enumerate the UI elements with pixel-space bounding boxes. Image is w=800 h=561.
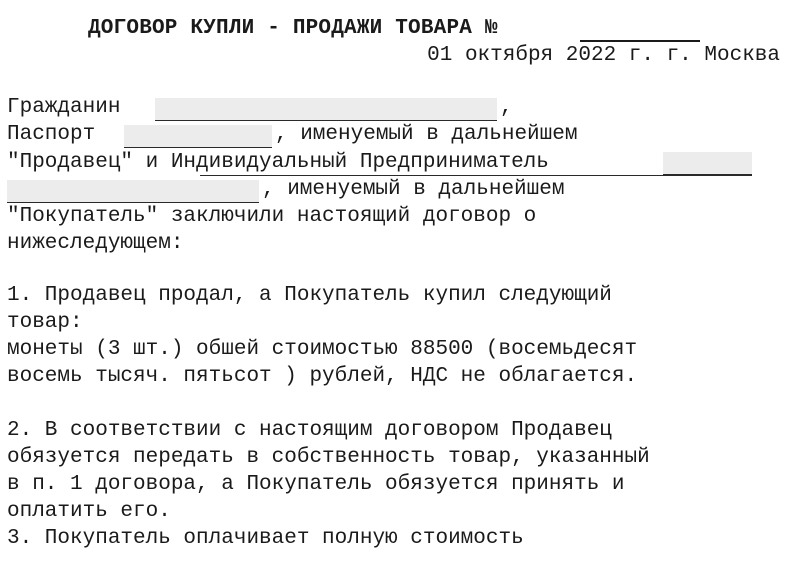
- clause2-line3: в п. 1 договора, а Покупатель обязуется принять и: [7, 473, 625, 496]
- document-title: ДОГОВОР КУПЛИ - ПРОДАЖИ ТОВАРА №: [88, 17, 498, 40]
- clause1-line4: восемь тысяч. пятьсот ) рублей, НДС не облагается.: [7, 365, 638, 388]
- passport-rest: , именуемый в дальнейшем: [275, 123, 578, 146]
- date-place-line: 01 октября 2022 г. г. Москва: [427, 44, 780, 67]
- clause1-line1: 1. Продавец продал, а Покупатель купил следующий: [7, 284, 612, 307]
- citizen-comma: ,: [500, 96, 513, 119]
- clause2-line1: 2. В соответствии с настоящим договором Продавец: [7, 419, 612, 442]
- parties-following: нижеследующем:: [7, 232, 184, 255]
- clause1-line2: товар:: [7, 311, 83, 334]
- citizen-name-field[interactable]: [155, 98, 497, 121]
- entrepreneur-name-field-cont[interactable]: [7, 180, 259, 203]
- contract-number-blank[interactable]: [580, 40, 700, 42]
- buyer-rest: , именуемый в дальнейшем: [262, 178, 565, 201]
- passport-label: Паспорт: [7, 123, 96, 146]
- passport-field[interactable]: [124, 125, 272, 148]
- parties-concluded: "Покупатель" заключили настоящий договор о: [7, 205, 537, 228]
- seller-buyer-line: "Продавец" и Индивидуальный Предприниматель: [7, 151, 549, 174]
- entrepreneur-underline: [200, 175, 752, 176]
- clause2-line4: оплатить его.: [7, 500, 171, 523]
- clause3-line1: 3. Покупатель оплачивает полную стоимость: [7, 527, 524, 550]
- clause1-line3: монеты (3 шт.) обшей стоимостью 88500 (восемьдесят: [7, 338, 638, 361]
- citizen-label: Гражданин: [7, 96, 121, 119]
- clause2-line2: обязуется передать в собственность товар, указанный: [7, 446, 650, 469]
- entrepreneur-name-field[interactable]: [663, 152, 752, 175]
